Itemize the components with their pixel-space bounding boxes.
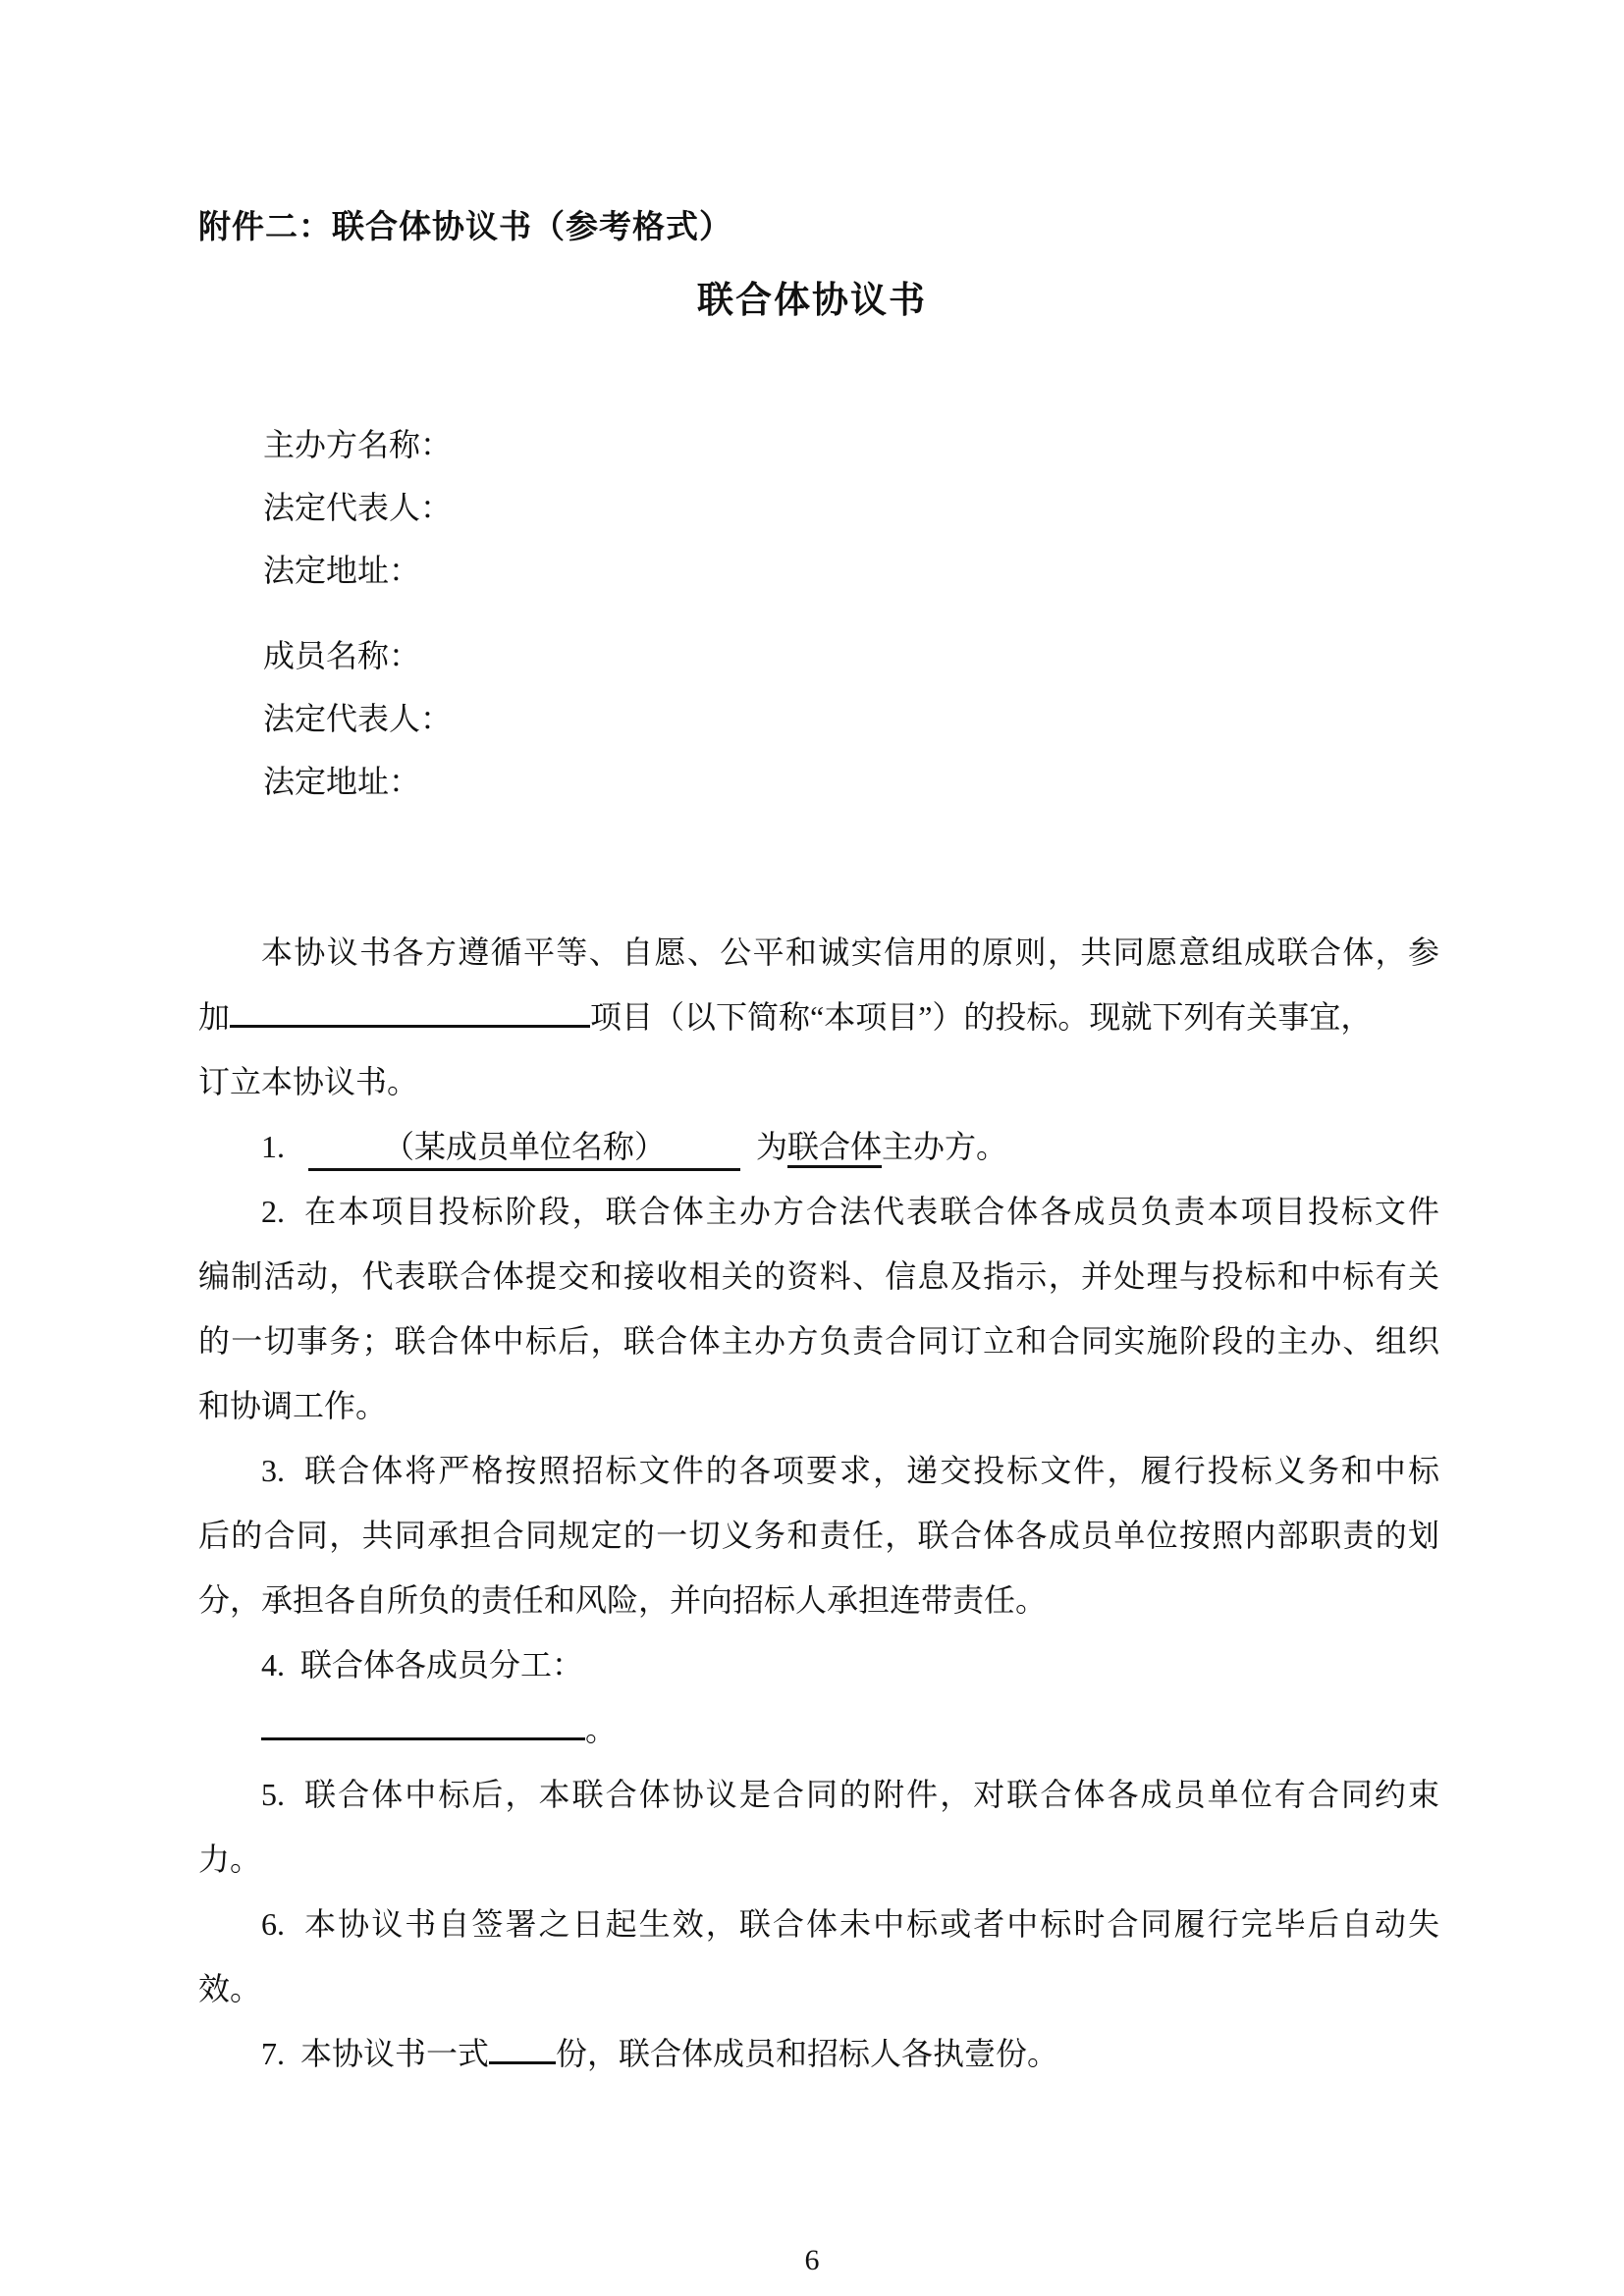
body-line — [198, 1308, 1439, 1373]
body-line — [198, 1956, 1439, 2021]
document-body — [198, 920, 1439, 2086]
field-group-host — [263, 413, 452, 602]
page-title: 联合体协议书 — [697, 281, 927, 321]
text-run: 份，联合体成员和招标人各执壹份。 — [556, 2036, 1059, 2071]
body-line — [198, 1503, 1439, 1568]
body-line — [198, 1373, 1439, 1438]
field-label: 主办方名称： — [263, 427, 453, 462]
text-run: 7. 本协议书一式 — [261, 2036, 490, 2071]
text-run: 加 — [198, 999, 231, 1035]
field-label: 法定代表人： — [263, 490, 453, 525]
text-run: 编制活动，代表联合体提交和接收相关的资料、信息及指示，并处理与投标和中标有关 — [198, 1258, 1439, 1294]
text-run: 5. 联合体中标后，本联合体协议是合同的附件，对联合体各成员单位有合同约束 — [261, 1777, 1439, 1812]
text-run: 效。 — [198, 1971, 262, 2006]
text-run: 为 — [740, 1129, 788, 1164]
text-run: 项目（以下简称“本项目”）的投标。现就下列有关事宜， — [590, 999, 1373, 1035]
attachment-heading: 附件二：联合体协议书（参考格式） — [198, 210, 732, 245]
text-run: 本协议书各方遵循平等、自愿、公平和诚实信用的原则，共同愿意组成联合体，参 — [261, 934, 1439, 970]
field-label: 法定代表人： — [263, 701, 453, 736]
party-fields — [263, 413, 452, 813]
body-line — [198, 1827, 1439, 1892]
field-label: 法定地址： — [263, 553, 421, 588]
text-run: 力。 — [198, 1842, 262, 1877]
text-run: 和协调工作。 — [198, 1388, 388, 1423]
body-line — [198, 1114, 1439, 1179]
underline-blank: （某成员单位名称） — [308, 1127, 740, 1171]
underline-blank — [230, 993, 590, 1028]
text-run: 3. 联合体将严格按照招标文件的各项要求，递交投标文件，履行投标义务和中标 — [261, 1453, 1439, 1488]
body-line — [198, 1244, 1439, 1308]
body-line — [198, 1892, 1439, 1956]
field-label: 成员名称： — [263, 638, 421, 673]
text-run: 2. 在本项目投标阶段，联合体主办方合法代表联合体各成员负责本项目投标文件 — [261, 1194, 1439, 1229]
underline-blank — [489, 2030, 556, 2064]
text-run: 订立本协议书。 — [198, 1064, 419, 1099]
body-line — [198, 1632, 1439, 1697]
body-line — [198, 2021, 1439, 2086]
body-line — [198, 1179, 1439, 1244]
body-line — [198, 920, 1439, 985]
body-line — [198, 985, 1439, 1049]
body-line — [198, 1762, 1439, 1827]
body-line — [198, 1438, 1439, 1503]
underline-blank — [261, 1706, 585, 1740]
text-run: 分，承担各自所负的责任和风险，并向招标人承担连带责任。 — [198, 1582, 1048, 1618]
body-line — [198, 1568, 1439, 1632]
field-group-member — [263, 624, 452, 813]
text-run: 6. 本协议书自签署之日起生效，联合体未中标或者中标时合同履行完毕后自动失 — [261, 1906, 1439, 1942]
field-label: 法定地址： — [263, 764, 421, 799]
text-run: 后的合同，共同承担合同规定的一切义务和责任，联合体各成员单位按照内部职责的划 — [198, 1518, 1439, 1553]
text-run: 的一切事务；联合体中标后，联合体主办方负责合同订立和合同实施阶段的主办、组织 — [198, 1323, 1439, 1359]
body-line — [198, 1697, 1439, 1762]
page-number: 6 — [804, 2244, 820, 2276]
underlined-text: 联合体 — [787, 1129, 882, 1168]
text-run: 主办方。 — [882, 1129, 1008, 1164]
body-line — [198, 1049, 1439, 1114]
text-run: 1. — [261, 1129, 308, 1164]
text-run: 4. 联合体各成员分工： — [261, 1647, 584, 1682]
text-run: 。 — [585, 1712, 618, 1747]
